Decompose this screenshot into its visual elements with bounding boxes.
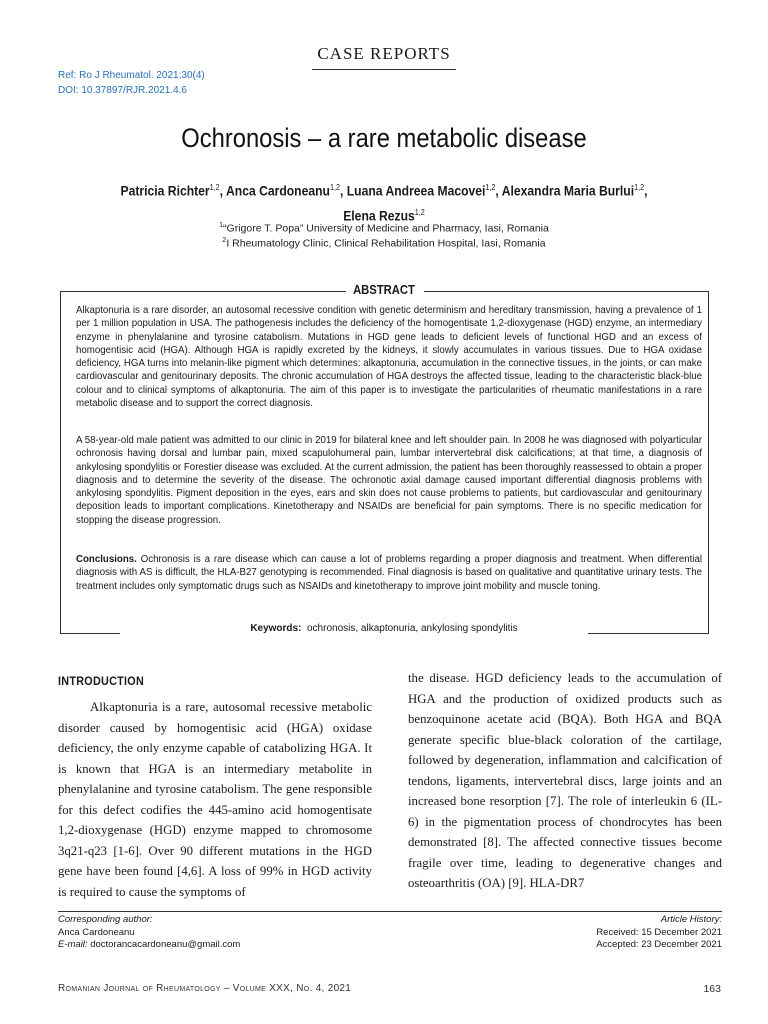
abstract-border <box>60 291 61 633</box>
body-column-right: the disease. HGD deficiency leads to the accumulation of HGA and the production of oxidized products such as benzoquinone acetate acid (BQA). Both HGA and BQA generate specific blue-black coloration of the cartilage, followed by degeneration, inflammation and calcification of tendons, ligaments, intervertebral discs, large joints and an increased bone resorption [7]. The role of interleukin 6 (IL-6) in the pigmentation process of chondrocytes has been demonstrated [8]. The affected connective tissues become fragile over time, leading to degenerative changes and osteoarthritis (OA) [9]. HLA-DR7 <box>408 671 722 890</box>
body-column-left: Alkaptonuria is a rare, autosomal recessive metabolic disorder caused by homogentisic acid (HGA) oxidase deficiency, the only enzyme capable of catabolizing HGA. It is known that HGA is an intermediary metabolite in phenylalanine and tyrosine catabolism. The gene responsible for this defect codifies the 445-amino acid homogentisate 1,2-dioxygenase (HGD) enzyme mapped to chromosome 3q21-q23 [1-6]. Over 90 different mutations in the HGD gene have been found [4,6]. A loss of 99% in HGD activity is required to cause the symptoms of <box>58 700 372 899</box>
section-header: CASE REPORTS <box>317 44 451 63</box>
page-number: 163 <box>703 983 721 995</box>
author-name: Elena Rezus <box>343 208 415 223</box>
reference-block <box>58 68 205 98</box>
affiliation-1: $^1$“Grigore T. Popa” University of Medicine and Pharmacy, Iasi, Romania <box>219 222 549 235</box>
author-affiliation-sup: 1,2 <box>209 183 220 192</box>
keywords: Keywords: ochronosis, alkaptonuria, ankylosing spondylitis <box>250 623 518 634</box>
author-name: Alexandra Maria Burlui <box>501 183 635 199</box>
doi-link[interactable]: DOI: 10.37897/RJR.2021.4.6 <box>58 85 187 96</box>
author-name: Luana Andreea Macovei <box>346 183 486 199</box>
author-affiliation-sup: 1,2 <box>485 183 496 192</box>
abstract-border <box>424 291 709 292</box>
abstract-border <box>60 291 346 292</box>
author-affiliation-sup: 1,2 <box>329 183 340 192</box>
abstract-paragraph-1: Alkaptonuria is a rare disorder, an autosomal recessive condition with genetic determinism and hereditary transmission, having a prevalence of 1 per 1 million population in USA. The pathogenesis includes the deficiency of the homogentisate 1,2-dioxygenase (HGD) enzyme, an intermediary enzyme in phenylalanine and tyrosine catabolism. Mutations in HGD gene leads to deficient levels of functional HGD and an excess of homogentisic acid (HGA). Although HGA is rapidly excreted by the kidneys, it slowly accumulates in various tissues. Due to HGA oxidase deficiency, HGA turns into melanin-like pigment which determines: alkaptonuria, accumulation in the connective tissues, in the joints, or can make cardiovascular and genitourinary deposits. The chronic accumulation of HGA destroys the affected tissue, leading to the characteristic black-blue colour and to clinical symptoms of alkaptonuria. The aim of this paper is to investigate the particularities of rheumatic manifestations in a rare metabolic disease and to support the correct diagnosis. <box>76 305 702 410</box>
affiliation-2: $^2$I Rheumatology Clinic, Clinical Rehabilitation Hospital, Iasi, Romania <box>222 237 546 250</box>
abstract-heading: ABSTRACT <box>353 283 415 297</box>
abstract-paragraph-2: A 58-year-old male patient was admitted to our clinic in 2019 for bilateral knee and left shoulder pain. In 2008 he was diagnosed with polyarticular ochronosis having dorsal and lumbar pain, mixed scapulohumeral pain, lumbar intervertebral disk calcifications; at that time, a diagnosis of ankylosing spondylitis or Forestier disease was excluded. At the current admission, the patient has been thoroughly reassessed to obtain a proper diagnosis and to determine the severity of the disease. The ochronotic axial damage caused important differential diagnosis problems with ankylosing spondylitis. Pigment deposition in the eyes, ears and skin does not cause problems to patients, but cardiovascular and genitourinary deposition leads to important complications. Kinetotherapy and NSAIDs are beneficial for pain symptoms. There is no specific medication for stopping the disease progression. <box>76 435 702 526</box>
author-affiliation-sup: 1,2 <box>414 207 425 217</box>
abstract-border <box>708 291 709 633</box>
author-name: Patricia Richter <box>120 183 210 199</box>
author-affiliation-sup: 1,2 <box>634 183 645 192</box>
abstract-conclusions: Conclusions. Ochronosis is a rare disease which can cause a lot of problems regarding a proper diagnosis and treatment. When differential diagnosis with AS is difficult, the HLA-B27 genotyping is recommended. Final diagnosis is based on qualitative and quantitative urinary tests. The treatment includes only symptomatic drugs such as NSAIDs and kinetotherapy to improve joint mobility and muscle toning. <box>76 554 702 592</box>
author-email[interactable]: doctorancacardoneanu@gmail.com <box>90 939 241 950</box>
corresponding-author: Corresponding author: Anca Cardoneanu E-mail: doctorancacardoneanu@gmail.com <box>58 914 241 950</box>
introduction-heading: INTRODUCTION <box>58 674 145 688</box>
article-history: Article History: Received: 15 December 2021 Accepted: 23 December 2021 <box>596 914 722 950</box>
article-title: Ochronosis – a rare metabolic disease <box>181 123 587 153</box>
footer-divider <box>58 911 722 912</box>
journal-reference: Ref: Ro J Rheumatol. 2021;30(4) <box>58 70 205 81</box>
section-divider <box>312 69 456 70</box>
author-list: Patricia Richter$^{1,2}$, Anca Cardoneanu$^{1,2}$, Luana Andreea Macovei$^{1,2}$, Alexandra Maria Burlui$^{1,2}$, Elena Rezus$^{1,2}$ <box>120 183 648 223</box>
journal-footer: Romanian Journal of Rheumatology – Volume XXX, No. 4, 2021 <box>58 983 352 994</box>
author-name: Anca Cardoneanu <box>225 183 330 199</box>
